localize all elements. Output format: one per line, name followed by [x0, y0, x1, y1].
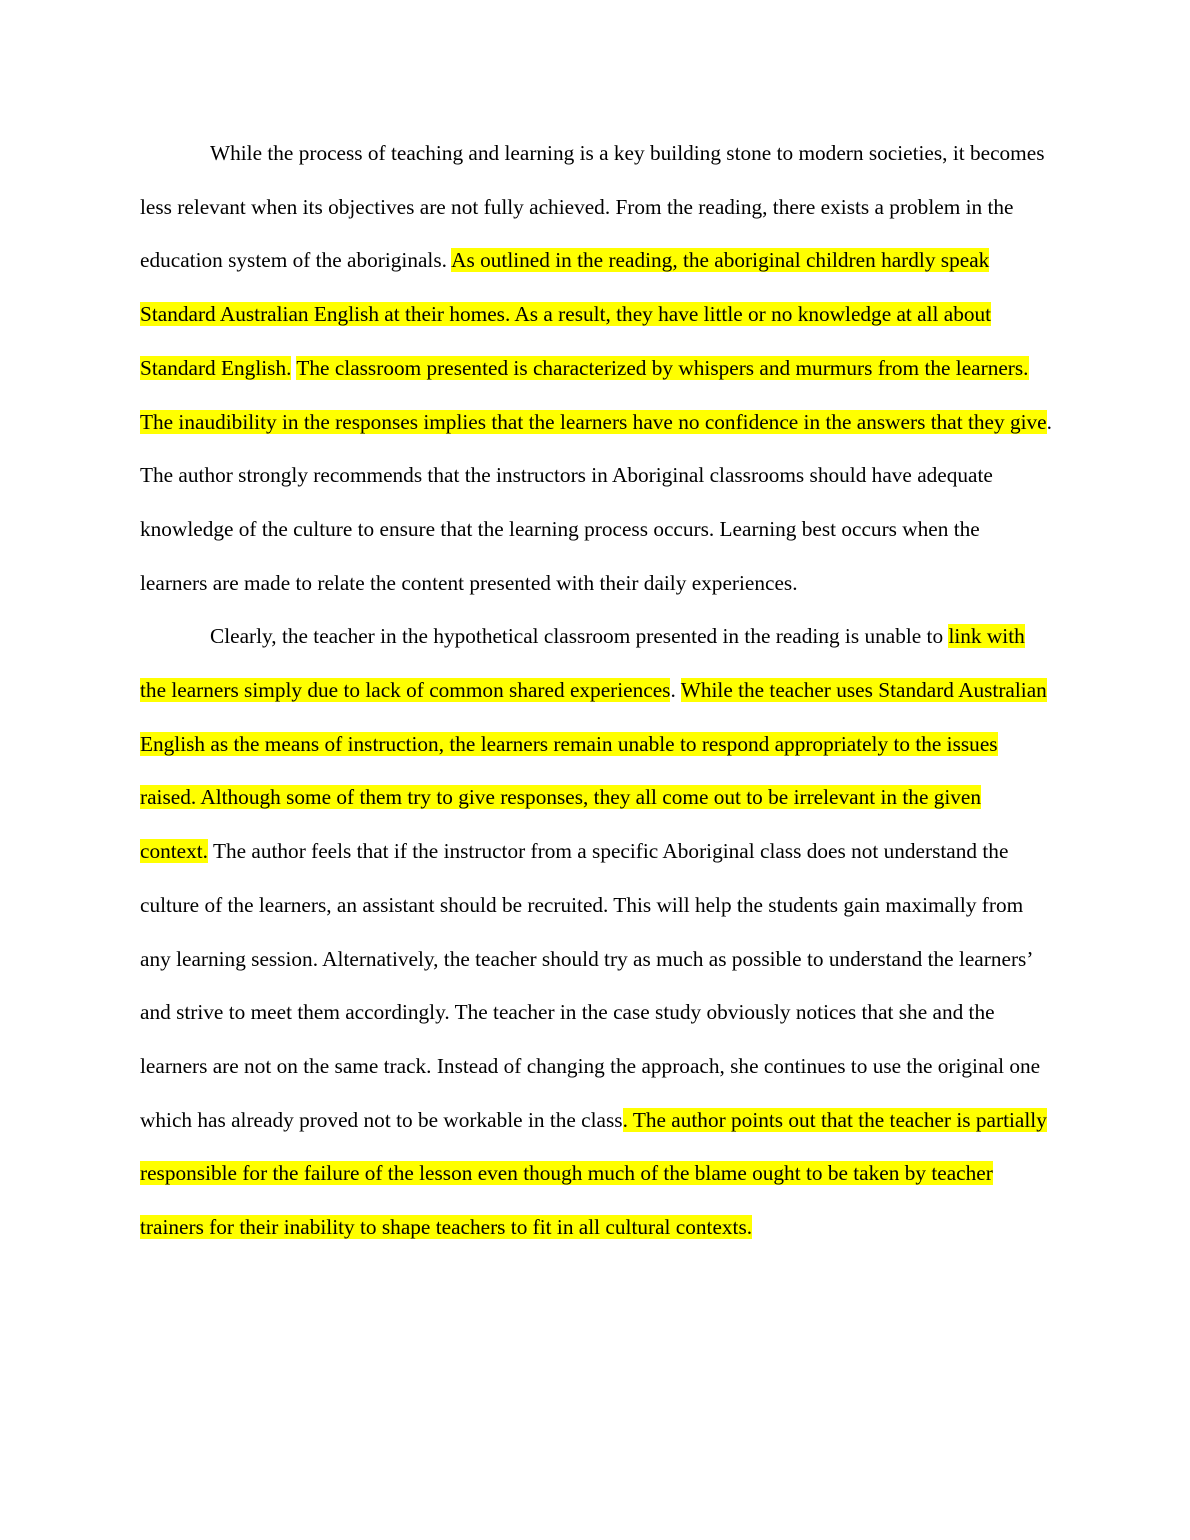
highlighted-text: As outlined in the reading, the aboriginal children hardly speak Standard Australian English at their homes. As a result, they have little or no knowledge at all about Standard English. — [140, 248, 992, 380]
highlighted-text: . The author points out that the teacher is partially responsible for the failure of the lesson even though much of the blame ought to be taken by teacher trainers for their inability to shape teachers to fit in all cultural contexts. — [140, 1107, 1047, 1240]
highlighted-text: While the teacher uses Standard Australian English as the means of instruction, the learners remain unable to respond appropriately to the issues raised. Although some of them try to give responses, they all come out to be irrelevant in the given context. — [140, 678, 1047, 864]
text-segment: While the process of teaching and learning is a key building stone to modern societies, it becomes less relevant when its objectives are not fully achieved. From the reading, there exists a problem in the education system of the aboriginals. — [140, 141, 1045, 273]
paragraph-1 — [140, 127, 1052, 610]
text-segment: Clearly, the teacher in the hypothetical classroom presented in the reading is unable to — [210, 624, 949, 649]
text-segment: The author feels that if the instructor from a specific Aboriginal class does not understand the culture of the learners, an assistant should be recruited. This will help the students gain maximally from any learning session. Alternatively, the teacher should try as much as possible to understand the learners’ and strive to meet them accordingly. The teacher in the case study obviously notices that she and the learners are not on the same track. Instead of changing the approach, she continues to use the original one which has already proved not to be workable in the class — [140, 839, 1041, 1132]
text-segment: . The author strongly recommends that the instructors in Aboriginal classrooms should have adequate knowledge of the culture to ensure that the learning process occurs. Learning best occurs when the learners are made to relate the content presented with their daily experiences. — [140, 409, 1052, 595]
paragraph-2 — [140, 610, 1052, 1254]
highlighted-text: The classroom presented is characterized by whispers and murmurs from the learners. The inaudibility in the responses implies that the learners have no confidence in the answers that they give — [140, 355, 1047, 434]
highlighted-text: link with the learners simply due to lack of common shared experiences — [140, 624, 1025, 703]
document-body — [140, 127, 1052, 1255]
text-segment: . — [670, 678, 681, 703]
